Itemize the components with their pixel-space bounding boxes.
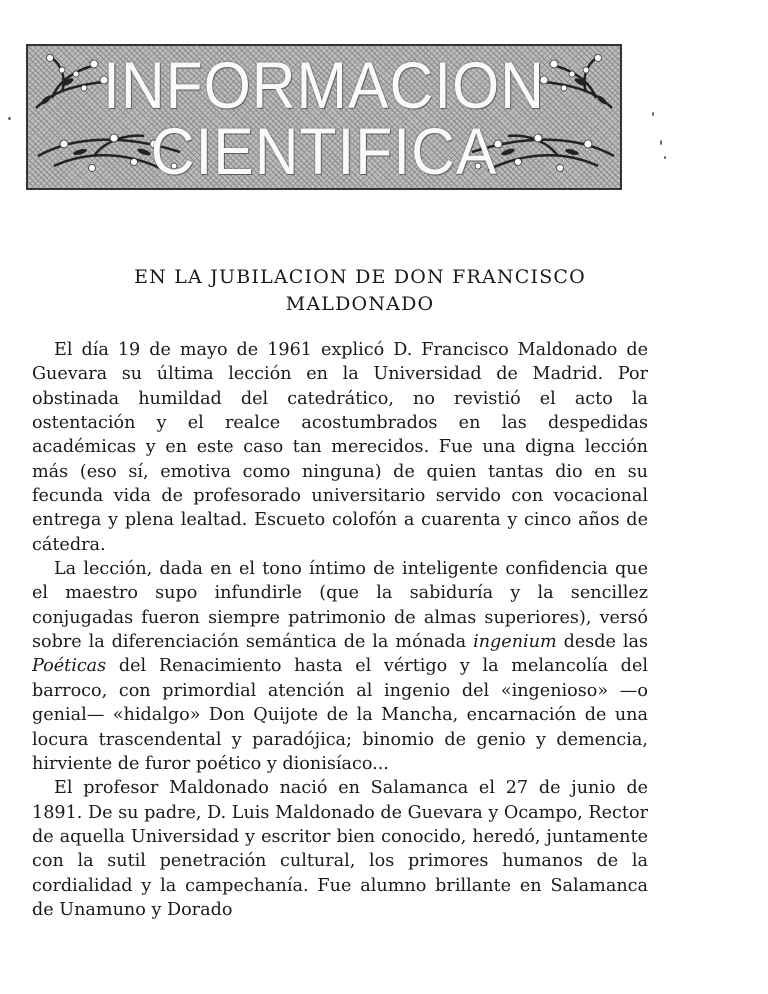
article-title: EN LA JUBILACION DE DON FRANCISCO MALDONADO: [134, 266, 586, 315]
text-run: El profesor Maldonado nació en Salamanca el 27 de junio de 1891. De su padre, D. Luis Maldonado de Guevara y Ocampo, Rector de aquella Universidad y escritor bien conocido, heredó, juntamente con la sutil penetración cultural, los primores humanos de la cordialidad y la campechanía. Fue alumno brillante en Salamanca de Unamuno y Dorado: [32, 778, 648, 920]
print-speck: [660, 140, 662, 145]
paragraph: [32, 776, 648, 922]
text-run: desde las: [556, 632, 648, 653]
paragraph: [32, 338, 648, 557]
masthead-line-1: INFORMACION: [103, 48, 545, 122]
text-run: La lección, dada en el tono íntimo de inteligente confidencia que el maestro supo infundirle (que la sabiduría y la sencillez conjugadas fueron siempre patrimonio de almas superiores), versó sobre la diferenciación semántica de la mónada: [32, 559, 648, 653]
italic-term: Poéticas: [32, 656, 107, 677]
paragraph: [32, 557, 648, 776]
article-body: [32, 338, 648, 922]
text-run: del Renacimiento hasta el vértigo y la melancolía del barroco, con primordial atención al ingenio del «ingenioso» —o genial— «hidalgo» Don Quijote de la Mancha, encarnación de una locura trascendental y paradójica; binomio de genio y demencia, hirviente de furor poético y dionisíaco...: [32, 656, 648, 774]
text-run: El día 19 de mayo de 1961 explicó D. Francisco Maldonado de Guevara su última lección en la Universidad de Madrid. Por obstinada humildad del catedrático, no revistió el acto la ostentación y el realce acostumbrados en las despedidas académicas y en este caso tan merecidos. Fue una digna lección más (eso sí, emotiva como ninguna) de quien tantas dio en su fecunda vida de profesorado universitario servido con vocacional entrega y plena lealtad. Escueto colofón a cuarenta y cinco años de cátedra.: [32, 340, 648, 555]
print-speck: [8, 117, 11, 120]
print-speck: [652, 112, 654, 116]
masthead-banner: [26, 44, 622, 190]
masthead-line-2: CIENTIFICA: [150, 114, 498, 188]
print-speck: [664, 156, 666, 159]
italic-term: ingenium: [473, 632, 557, 653]
